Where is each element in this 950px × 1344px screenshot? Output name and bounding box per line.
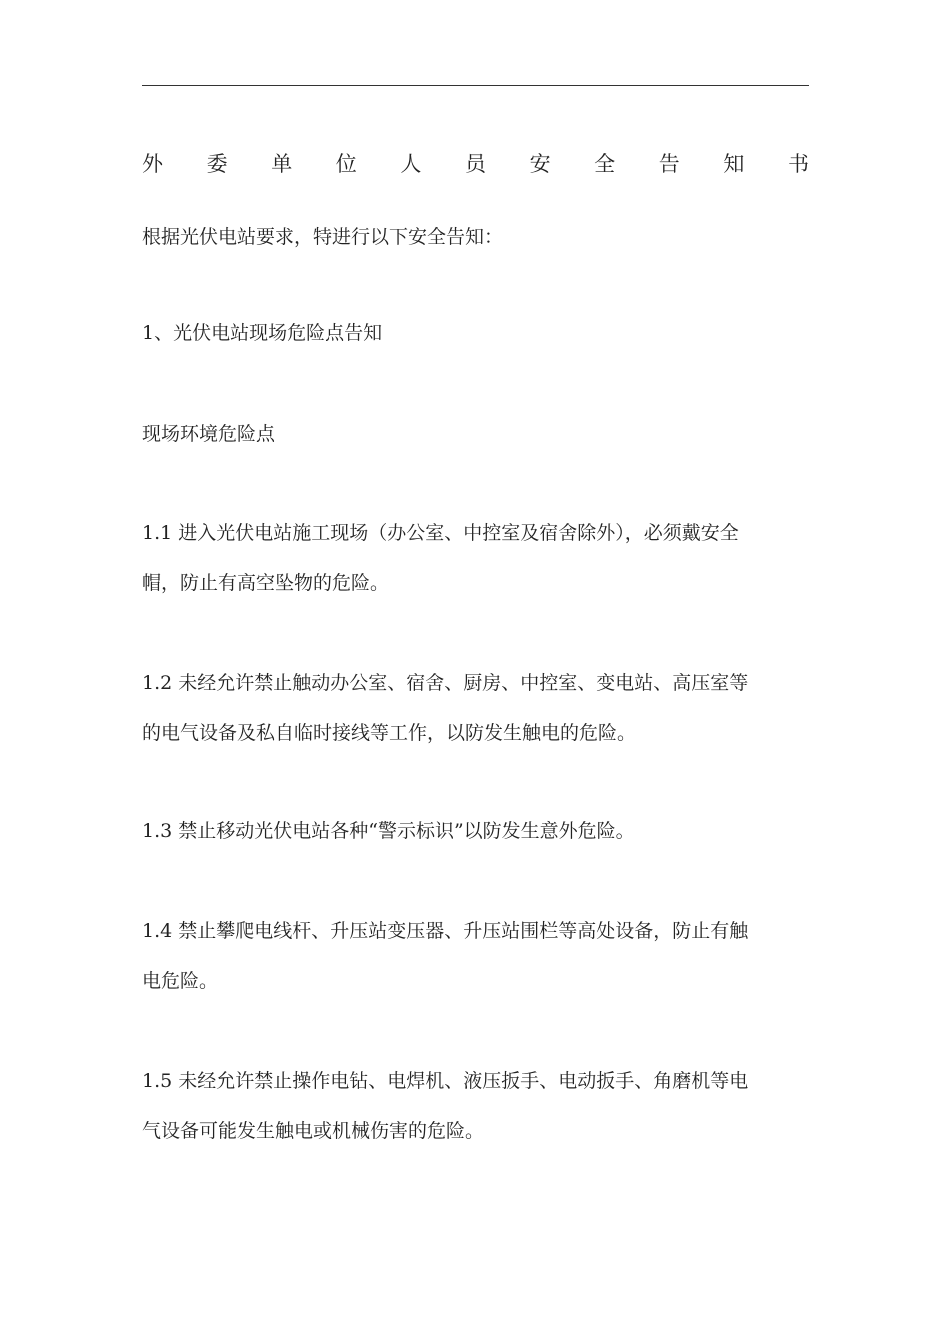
item-line: 电危险。 bbox=[142, 970, 219, 992]
intro-text: 根据光伏电站要求，特进行以下安全告知： bbox=[142, 226, 504, 248]
item-line: 气设备可能发生触电或机械伤害的危险。 bbox=[142, 1120, 485, 1142]
item-line: 1.4 禁止攀爬电线杆、升压站变压器、升压站围栏等高处设备，防止有触 bbox=[142, 920, 749, 942]
item-line: 帽，防止有高空坠物的危险。 bbox=[142, 572, 390, 594]
item-line: 的电气设备及私自临时接线等工作，以防发生触电的危险。 bbox=[142, 722, 637, 744]
title-char: 全 bbox=[594, 152, 616, 176]
item-line: 1.3 禁止移动光伏电站各种“警示标识”以防发生意外危险。 bbox=[142, 820, 635, 842]
item-1-1 bbox=[142, 508, 809, 608]
section-heading bbox=[142, 308, 809, 358]
title-char: 书 bbox=[787, 152, 809, 176]
title-char: 单 bbox=[271, 152, 293, 176]
intro-paragraph bbox=[142, 212, 809, 262]
header-rule bbox=[142, 85, 809, 86]
item-1-4 bbox=[142, 906, 809, 1006]
title-char: 告 bbox=[658, 152, 680, 176]
subheading-text: 现场环境危险点 bbox=[142, 423, 276, 445]
item-line: 1.2 未经允许禁止触动办公室、宿舍、厨房、中控室、变电站、高压室等 bbox=[142, 672, 749, 694]
document-title bbox=[142, 146, 809, 180]
title-char: 外 bbox=[142, 152, 163, 176]
item-line: 1.5 未经允许禁止操作电钻、电焊机、液压扳手、电动扳手、角磨机等电 bbox=[142, 1070, 749, 1092]
title-char: 安 bbox=[529, 152, 551, 176]
title-char: 知 bbox=[723, 152, 745, 176]
item-1-3 bbox=[142, 806, 809, 856]
item-1-2 bbox=[142, 658, 809, 758]
title-char: 人 bbox=[400, 152, 422, 176]
item-line: 1.1 进入光伏电站施工现场（办公室、中控室及宿舍除外），必须戴安全 bbox=[142, 522, 739, 544]
title-char: 员 bbox=[464, 152, 486, 176]
title-char: 委 bbox=[206, 152, 228, 176]
title-char: 位 bbox=[335, 152, 357, 176]
section-heading-text: 1、光伏电站现场危险点告知 bbox=[142, 322, 383, 344]
subheading bbox=[142, 409, 809, 459]
item-1-5 bbox=[142, 1056, 809, 1156]
